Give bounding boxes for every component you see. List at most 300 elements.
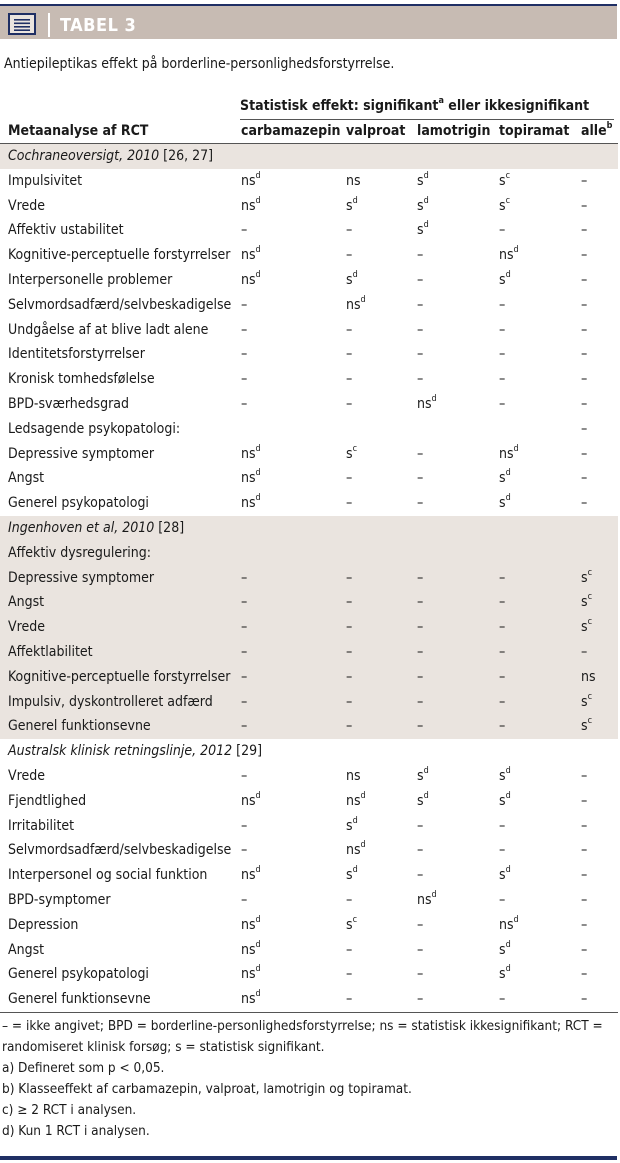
table-cell	[499, 669, 505, 685]
table-cell	[417, 917, 423, 933]
cell-value: –	[241, 296, 248, 313]
table-row	[0, 987, 618, 1012]
cell-value: s	[346, 445, 353, 462]
section-reference: [26, 27]	[159, 148, 214, 164]
cell-value: –	[499, 991, 506, 1008]
cell-footnote-marker: d	[423, 790, 429, 801]
table-row	[0, 491, 618, 516]
table-cell	[499, 247, 519, 263]
table-cell	[499, 818, 505, 834]
table-cell	[417, 446, 423, 462]
cell-footnote-marker: c	[587, 691, 593, 702]
cell-value: –	[346, 891, 353, 908]
table-cell	[241, 966, 261, 982]
table-cell	[241, 443, 261, 462]
cell-value: –	[581, 867, 588, 884]
table-cell	[241, 470, 261, 486]
table-row	[0, 566, 618, 591]
table-row	[0, 863, 618, 888]
table-header-bar	[0, 4, 617, 39]
table-cell	[581, 396, 587, 412]
table-cell	[581, 272, 587, 288]
cell-value: –	[417, 296, 424, 313]
cell-footnote-marker: d	[352, 815, 358, 826]
cell-footnote-marker: c	[587, 617, 593, 628]
table-cell	[346, 396, 352, 412]
row-label: Kronisk tomhedsfølelse	[8, 371, 155, 388]
cell-value: –	[346, 495, 353, 512]
table-cell	[346, 669, 352, 685]
row-label: Generel funktionsevne	[8, 718, 151, 735]
cell-value: ns	[581, 668, 596, 685]
table-cell	[241, 939, 261, 958]
table-cell	[499, 495, 511, 511]
cell-value: –	[499, 817, 506, 834]
table-row	[0, 764, 618, 789]
cell-footnote-marker: c	[352, 443, 358, 454]
cell-value: s	[346, 916, 353, 933]
table-cell	[241, 790, 261, 809]
cell-footnote-marker: d	[505, 865, 511, 876]
table-cell	[581, 173, 587, 189]
cell-value: –	[499, 296, 506, 313]
row-label: Affektlabilitet	[8, 643, 93, 660]
table-cell	[499, 790, 511, 809]
cell-value: ns	[346, 172, 361, 189]
cell-footnote-marker: d	[423, 170, 429, 181]
table-cell	[499, 842, 505, 858]
cell-value: –	[499, 395, 506, 412]
cell-value: –	[581, 991, 588, 1008]
cell-value: –	[581, 420, 588, 437]
table-cell	[417, 867, 423, 883]
table-cell	[581, 446, 587, 462]
table-cell	[241, 644, 247, 660]
table-cell	[417, 594, 423, 610]
cell-value: s	[499, 197, 506, 214]
row-label: Interpersonel og social funktion	[8, 867, 208, 884]
table-cell	[581, 818, 587, 834]
row-label: Angst	[8, 941, 45, 958]
cell-value: –	[417, 817, 424, 834]
table-cell	[346, 694, 352, 710]
cell-footnote-marker: d	[513, 245, 519, 256]
section-title: Australsk klinisk retningslinje, 2012	[8, 743, 233, 760]
cell-footnote-marker: d	[255, 989, 261, 1000]
table-row	[0, 938, 618, 963]
cell-value: s	[417, 792, 424, 809]
cell-value: –	[581, 916, 588, 933]
cell-footnote-marker: d	[505, 964, 511, 975]
cell-footnote-marker: d	[505, 269, 511, 280]
table-cell	[417, 644, 423, 660]
table-cell	[346, 570, 352, 586]
table-cell	[417, 222, 429, 238]
cell-value: s	[581, 569, 588, 586]
table-cell	[417, 195, 429, 214]
table-cell	[581, 222, 587, 238]
cell-value: ns	[241, 941, 256, 958]
table-cell	[417, 170, 429, 189]
cell-footnote-marker: d	[513, 443, 519, 454]
cell-value: –	[346, 643, 353, 660]
table-body	[0, 144, 618, 1012]
row-label: BPD-symptomer	[8, 891, 111, 908]
cell-value: –	[581, 495, 588, 512]
table-cell	[581, 892, 587, 908]
cell-value: s	[499, 941, 506, 958]
table-cell	[417, 470, 423, 486]
column-group-text-after: eller ikkesignifikant	[443, 98, 590, 114]
table-row	[0, 417, 618, 442]
table-cell	[499, 570, 505, 586]
section-row	[0, 516, 618, 541]
cell-footnote-marker: d	[255, 865, 261, 876]
cell-value: ns	[241, 470, 256, 487]
cell-value: ns	[346, 842, 361, 859]
cell-value: s	[346, 197, 353, 214]
cell-value: –	[581, 643, 588, 660]
table-row	[0, 888, 618, 913]
table-cell	[499, 297, 505, 313]
cell-value: –	[346, 718, 353, 735]
table-row	[0, 293, 618, 318]
cell-value: s	[581, 718, 588, 735]
row-label: Generel funktionsevne	[8, 991, 151, 1008]
table-cell	[581, 718, 592, 734]
table-cell	[499, 170, 511, 189]
cell-value: –	[346, 966, 353, 983]
column-header-label: topiramat	[499, 123, 570, 139]
row-label: BPD-sværhedsgrad	[8, 395, 129, 412]
table-cell	[581, 297, 587, 313]
table-cell	[417, 297, 423, 313]
table-cell	[581, 669, 596, 685]
table-cell	[499, 867, 511, 883]
table-cell	[346, 790, 366, 809]
table-cell	[581, 842, 587, 858]
cell-value: ns	[241, 867, 256, 884]
cell-value: s	[499, 495, 506, 512]
table-cell	[499, 694, 505, 710]
cell-value: –	[346, 594, 353, 611]
cell-value: s	[417, 222, 424, 239]
table-cell	[581, 991, 587, 1007]
table-cell	[241, 195, 261, 214]
cell-value: –	[417, 321, 424, 338]
row-label: Affektiv ustabilitet	[8, 222, 124, 239]
table-row	[0, 466, 618, 491]
table-cell	[346, 346, 352, 362]
table-caption: Antiepileptikas effekt på borderline-personlighedsforstyrrelse.	[4, 56, 395, 72]
section-label	[8, 520, 184, 536]
cell-value: s	[499, 767, 506, 784]
section-row	[0, 739, 618, 764]
cell-value: –	[241, 594, 248, 611]
table-cell	[346, 322, 352, 338]
table-cell	[417, 991, 423, 1007]
cell-value: –	[499, 891, 506, 908]
footnote-line: b) Klasseeffekt af carbamazepin, valproat, lamotrigin og topiramat.	[2, 1081, 412, 1097]
row-label: Selvmordsadfærd/selvbeskadigelse	[8, 842, 232, 859]
row-label: Fjendtlighed	[8, 792, 87, 809]
cell-value: –	[417, 867, 424, 884]
row-label: Vrede	[8, 619, 45, 636]
table-cell	[417, 694, 423, 710]
table-cell	[581, 917, 587, 933]
table-cell	[499, 322, 505, 338]
cell-footnote-marker: d	[360, 840, 366, 851]
table-cell	[417, 842, 423, 858]
table-cell	[581, 793, 587, 809]
table-row	[0, 392, 618, 417]
cell-value: –	[499, 569, 506, 586]
cell-footnote-marker: d	[352, 269, 358, 280]
table-cell	[581, 470, 587, 486]
table-row	[0, 318, 618, 343]
table-cell	[581, 768, 587, 784]
row-label: Generel psykopatologi	[8, 495, 149, 512]
row-label: Impulsiv, dyskontrolleret adfærd	[8, 693, 213, 710]
cell-value: s	[417, 767, 424, 784]
table-row	[0, 342, 618, 367]
table-cell	[581, 421, 587, 437]
cell-value: –	[499, 693, 506, 710]
table-cell	[346, 371, 352, 387]
table-cell	[417, 322, 423, 338]
row-label: Angst	[8, 470, 45, 487]
cell-footnote-marker: d	[255, 269, 261, 280]
cell-footnote-marker: d	[255, 195, 261, 206]
column-header-carbamazepin	[241, 123, 340, 139]
cell-value: –	[581, 941, 588, 958]
cell-footnote-marker: c	[505, 170, 511, 181]
table-cell	[417, 790, 429, 809]
cell-footnote-marker: d	[352, 195, 358, 206]
cell-value: –	[499, 321, 506, 338]
cell-footnote-marker: d	[360, 790, 366, 801]
cell-value: ns	[241, 271, 256, 288]
table-cell	[499, 470, 511, 486]
cell-value: –	[417, 842, 424, 859]
section-title: Cochraneoversigt, 2010	[8, 148, 160, 164]
table-cell	[417, 371, 423, 387]
cell-value: –	[581, 346, 588, 363]
cell-footnote-marker: d	[352, 865, 358, 876]
row-label: Undgåelse af at blive ladt alene	[8, 321, 209, 338]
cell-footnote-marker: d	[255, 914, 261, 925]
section-label	[8, 743, 262, 759]
cell-value: –	[241, 693, 248, 710]
table-cell	[499, 619, 505, 635]
cell-value: s	[417, 172, 424, 189]
table-cell	[581, 867, 587, 883]
table-row	[0, 615, 618, 640]
cell-value: –	[241, 767, 248, 784]
cell-value: –	[417, 271, 424, 288]
footnote-line: d) Kun 1 RCT i analysen.	[2, 1123, 150, 1139]
column-header-study: Metaanalyse af RCT	[8, 123, 149, 139]
cell-value: –	[417, 941, 424, 958]
cell-value: –	[581, 792, 588, 809]
table-cell	[417, 346, 423, 362]
table-row	[0, 913, 618, 938]
table-cell	[241, 371, 247, 387]
cell-value: –	[241, 817, 248, 834]
cell-value: –	[346, 371, 353, 388]
row-label: Kognitive-perceptuelle forstyrrelser	[8, 247, 231, 264]
table-cell	[417, 942, 423, 958]
table-cell	[417, 570, 423, 586]
table-cell	[346, 222, 352, 238]
table-cell	[417, 495, 423, 511]
row-label: Vrede	[8, 767, 45, 784]
table-cell	[499, 892, 505, 908]
cell-value: –	[417, 247, 424, 264]
cell-value: s	[499, 792, 506, 809]
table-cell	[499, 939, 511, 958]
cell-value: –	[346, 941, 353, 958]
cell-value: –	[417, 718, 424, 735]
cell-value: –	[346, 395, 353, 412]
table-cell	[499, 991, 505, 1007]
table-cell	[241, 269, 261, 288]
table-cell	[241, 694, 247, 710]
footnote-line: a) Defineret som p < 0,05.	[2, 1060, 165, 1076]
table-cell	[346, 443, 358, 462]
cell-value: –	[417, 594, 424, 611]
table-cell	[241, 570, 247, 586]
table-cell	[346, 195, 358, 214]
row-label: Identitetsforstyrrelser	[8, 346, 145, 363]
cell-value: –	[241, 222, 248, 239]
table-row	[0, 367, 618, 392]
cell-value: –	[346, 569, 353, 586]
cell-value: –	[346, 470, 353, 487]
column-header-valproat	[346, 123, 405, 139]
column-header-lamotrigin	[417, 123, 490, 139]
cell-value: –	[346, 668, 353, 685]
cell-value: –	[581, 197, 588, 214]
table-cell	[417, 765, 429, 784]
table-cell	[417, 272, 423, 288]
cell-value: –	[499, 222, 506, 239]
cell-value: –	[417, 371, 424, 388]
table-cell	[346, 495, 352, 511]
cell-footnote-marker: d	[505, 468, 511, 479]
cell-value: s	[499, 966, 506, 983]
cell-value: –	[581, 271, 588, 288]
column-header-alle	[581, 123, 612, 139]
cell-value: –	[581, 222, 588, 239]
cell-value: –	[499, 371, 506, 388]
table-cell	[241, 495, 261, 511]
table-cell	[346, 594, 352, 610]
cell-value: –	[417, 916, 424, 933]
table-row	[0, 714, 618, 739]
table-cell	[346, 644, 352, 660]
cell-value: ns	[241, 991, 256, 1008]
column-group-text: Statistisk effekt: signifikant	[240, 98, 439, 114]
table-cell	[581, 594, 592, 610]
cell-value: –	[346, 321, 353, 338]
cell-footnote-marker: d	[255, 468, 261, 479]
section-title: Ingenhoven et al, 2010	[8, 519, 155, 536]
table-cell	[499, 914, 519, 933]
column-header-label: valproat	[346, 123, 406, 139]
table-cell	[346, 173, 361, 189]
cell-value: ns	[417, 395, 432, 412]
table-cell	[241, 991, 261, 1007]
cell-value: –	[346, 346, 353, 363]
row-label: Vrede	[8, 197, 45, 214]
row-label: Depressive symptomer	[8, 445, 155, 462]
cell-value: –	[417, 495, 424, 512]
cell-value: –	[499, 594, 506, 611]
cell-footnote-marker: d	[431, 393, 437, 404]
cell-footnote-marker: c	[505, 195, 511, 206]
cell-value: ns	[499, 916, 514, 933]
table-cell	[346, 942, 352, 958]
cell-value: s	[499, 470, 506, 487]
table-row	[0, 541, 618, 566]
cell-value: ns	[346, 767, 361, 784]
table-cell	[241, 669, 247, 685]
table-row	[0, 243, 618, 268]
table-cell	[241, 892, 247, 908]
table-cell	[346, 991, 352, 1007]
cell-value: –	[581, 395, 588, 412]
cell-value: –	[499, 643, 506, 660]
cell-value: ns	[346, 296, 361, 313]
cell-value: –	[417, 470, 424, 487]
table-cell	[241, 867, 261, 883]
table-cell	[346, 914, 358, 933]
footnotes	[2, 1016, 616, 1142]
cell-footnote-marker: c	[352, 914, 358, 925]
table-row	[0, 665, 618, 690]
cell-value: –	[581, 767, 588, 784]
cell-footnote-marker: d	[255, 443, 261, 454]
table-row	[0, 814, 618, 839]
table-cell	[581, 942, 587, 958]
table-cell	[241, 914, 261, 933]
table-cell	[499, 718, 505, 734]
row-label: Depressive symptomer	[8, 569, 155, 586]
table-cell	[499, 966, 511, 982]
column-group-rule	[240, 119, 614, 120]
cell-value: –	[346, 693, 353, 710]
cell-value: –	[581, 966, 588, 983]
table-cell	[346, 892, 352, 908]
table-cell	[346, 768, 361, 784]
cell-value: ns	[241, 966, 256, 983]
cell-value: s	[499, 172, 506, 189]
table-cell	[499, 594, 505, 610]
document-icon	[8, 13, 36, 35]
cell-value: s	[346, 817, 353, 834]
table-cell	[581, 495, 587, 511]
cell-value: –	[346, 247, 353, 264]
table-row	[0, 442, 618, 467]
cell-value: s	[581, 594, 588, 611]
cell-value: –	[241, 842, 248, 859]
cell-footnote-marker: d	[255, 964, 261, 975]
cell-value: –	[581, 321, 588, 338]
table-cell	[241, 396, 247, 412]
cell-value: –	[499, 718, 506, 735]
column-header-label: alle	[581, 123, 607, 139]
